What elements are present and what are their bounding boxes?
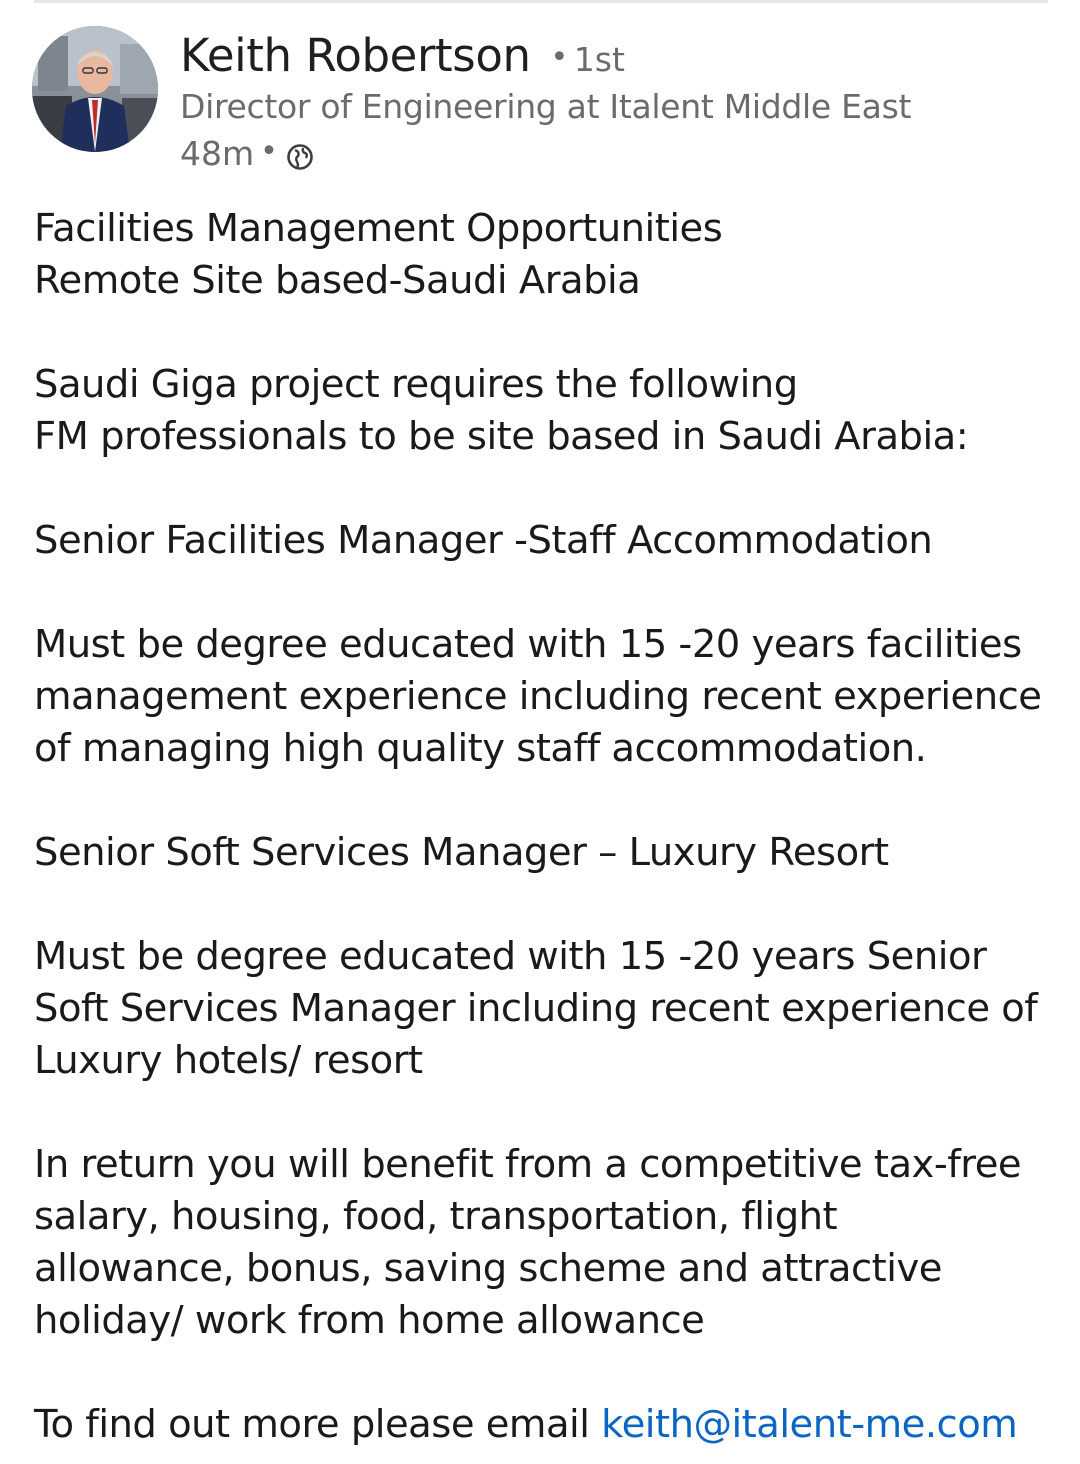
post-meta — [180, 134, 314, 174]
post-paragraph: Saudi Giga project requires the following FM professionals to be site based in Saudi Arabia: — [34, 362, 969, 459]
post-paragraph: Facilities Management Opportunities Remote Site based-Saudi Arabia — [34, 206, 723, 303]
separator-dot: • — [550, 40, 568, 75]
post-body — [34, 203, 1044, 1451]
author-name[interactable]: Keith Robertson — [180, 29, 531, 82]
contact-prefix: To find out more please email — [34, 1402, 602, 1447]
post-paragraph: In return you will benefit from a competitive tax-free salary, housing, food, transportation, flight allowance, bonus, saving scheme and attractive holiday/ work from home allowance — [34, 1142, 1022, 1343]
connection-degree: 1st — [573, 40, 625, 79]
profile-photo-icon — [32, 26, 158, 152]
post-header — [32, 24, 1032, 173]
author-headline: Director of Engineering at Italent Middle East — [180, 87, 912, 126]
post-paragraph: Must be degree educated with 15 -20 years Senior Soft Services Manager including recent experience of Luxury hotels/ resort — [34, 934, 1038, 1083]
post-paragraph: Senior Soft Services Manager – Luxury Resort — [34, 830, 889, 875]
globe-icon — [286, 143, 314, 171]
separator-dot: • — [260, 134, 278, 169]
contact-line — [34, 1399, 1044, 1451]
post-time: 48m — [180, 134, 255, 173]
email-link[interactable]: keith@italent-me.com — [601, 1402, 1018, 1447]
top-divider — [34, 0, 1048, 3]
author-name-line — [180, 28, 625, 90]
avatar[interactable] — [32, 26, 158, 152]
post-paragraph: Senior Facilities Manager -Staff Accommodation — [34, 518, 933, 563]
post-paragraph: Must be degree educated with 15 -20 years facilities management experience including recent experience of managing high quality staff accommodation. — [34, 622, 1042, 771]
